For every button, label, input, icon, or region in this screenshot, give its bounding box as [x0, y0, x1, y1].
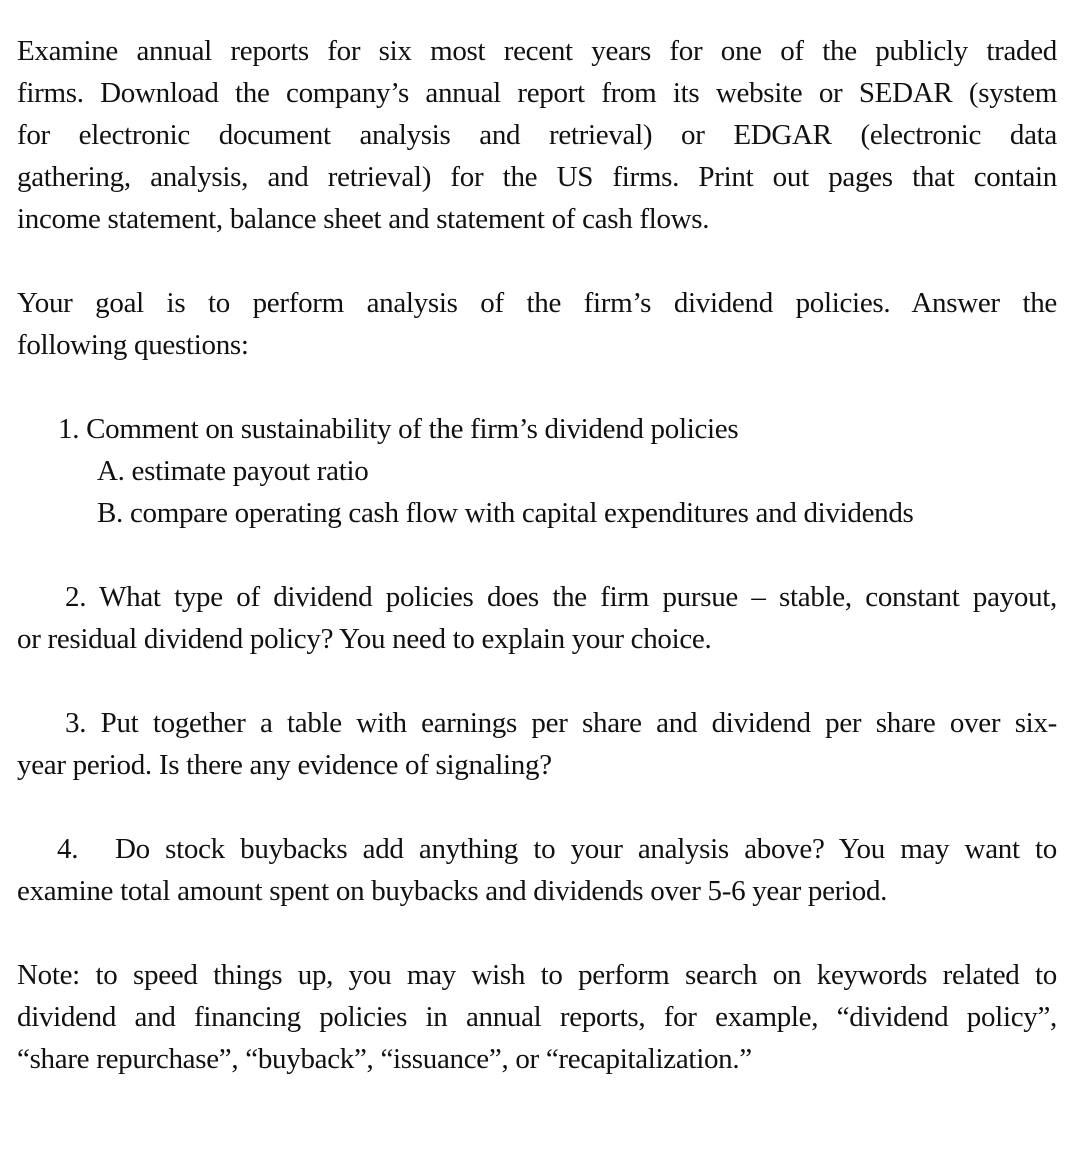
- note-line: dividend and financing policies in annual reports, for example, “dividend policy”,: [17, 1001, 1057, 1033]
- question-text: Comment on sustainability of the firm’s dividend policies: [86, 413, 739, 445]
- question-number: 2.: [65, 581, 87, 613]
- question-text: Put together a table with earnings per share and dividend per share over six-: [100, 707, 1057, 739]
- question-1-heading: [17, 408, 1057, 450]
- goal-line: following questions:: [17, 329, 249, 361]
- intro-paragraph: [17, 30, 1057, 240]
- question-3-line: [17, 702, 1057, 744]
- intro-line: income statement, balance sheet and statement of cash flows.: [17, 203, 710, 235]
- question-number: 4.: [57, 833, 79, 865]
- question-1-subitem-b: [17, 492, 1057, 534]
- question-number: 1.: [58, 413, 80, 445]
- question-4: [17, 828, 1057, 912]
- question-2-line: [17, 576, 1057, 618]
- question-3-line: year period. Is there any evidence of signaling?: [17, 749, 552, 781]
- note-paragraph: [17, 954, 1057, 1080]
- intro-line: for electronic document analysis and retrieval) or EDGAR (electronic data: [17, 119, 1057, 151]
- note-line: “share repurchase”, “buyback”, “issuance”, or “recapitalization.”: [17, 1043, 752, 1075]
- question-2: [17, 576, 1057, 660]
- intro-line: firms. Download the company’s annual report from its website or SEDAR (system: [17, 77, 1057, 109]
- subitem-text: estimate payout ratio: [131, 455, 369, 487]
- question-4-line: [17, 828, 1057, 870]
- goal-line: Your goal is to perform analysis of the firm’s dividend policies. Answer the: [17, 287, 1057, 319]
- intro-line: gathering, analysis, and retrieval) for the US firms. Print out pages that contain: [17, 161, 1057, 193]
- question-1: [17, 408, 1057, 534]
- note-line: Note: to speed things up, you may wish to perform search on keywords related to: [17, 959, 1057, 991]
- question-2-line: or residual dividend policy? You need to explain your choice.: [17, 623, 712, 655]
- subitem-text: compare operating cash flow with capital expenditures and dividends: [129, 497, 914, 529]
- question-number: 3.: [65, 707, 87, 739]
- goal-paragraph: [17, 282, 1057, 366]
- question-text: Do stock buybacks add anything to your analysis above? You may want to: [115, 833, 1057, 865]
- question-3: [17, 702, 1057, 786]
- subitem-label: B.: [97, 497, 123, 529]
- question-text: What type of dividend policies does the firm pursue – stable, constant payout,: [99, 581, 1057, 613]
- question-4-line: examine total amount spent on buybacks and dividends over 5-6 year period.: [17, 875, 888, 907]
- subitem-label: A.: [97, 455, 125, 487]
- question-1-subitem-a: [17, 450, 1057, 492]
- intro-line: Examine annual reports for six most recent years for one of the publicly traded: [17, 35, 1057, 67]
